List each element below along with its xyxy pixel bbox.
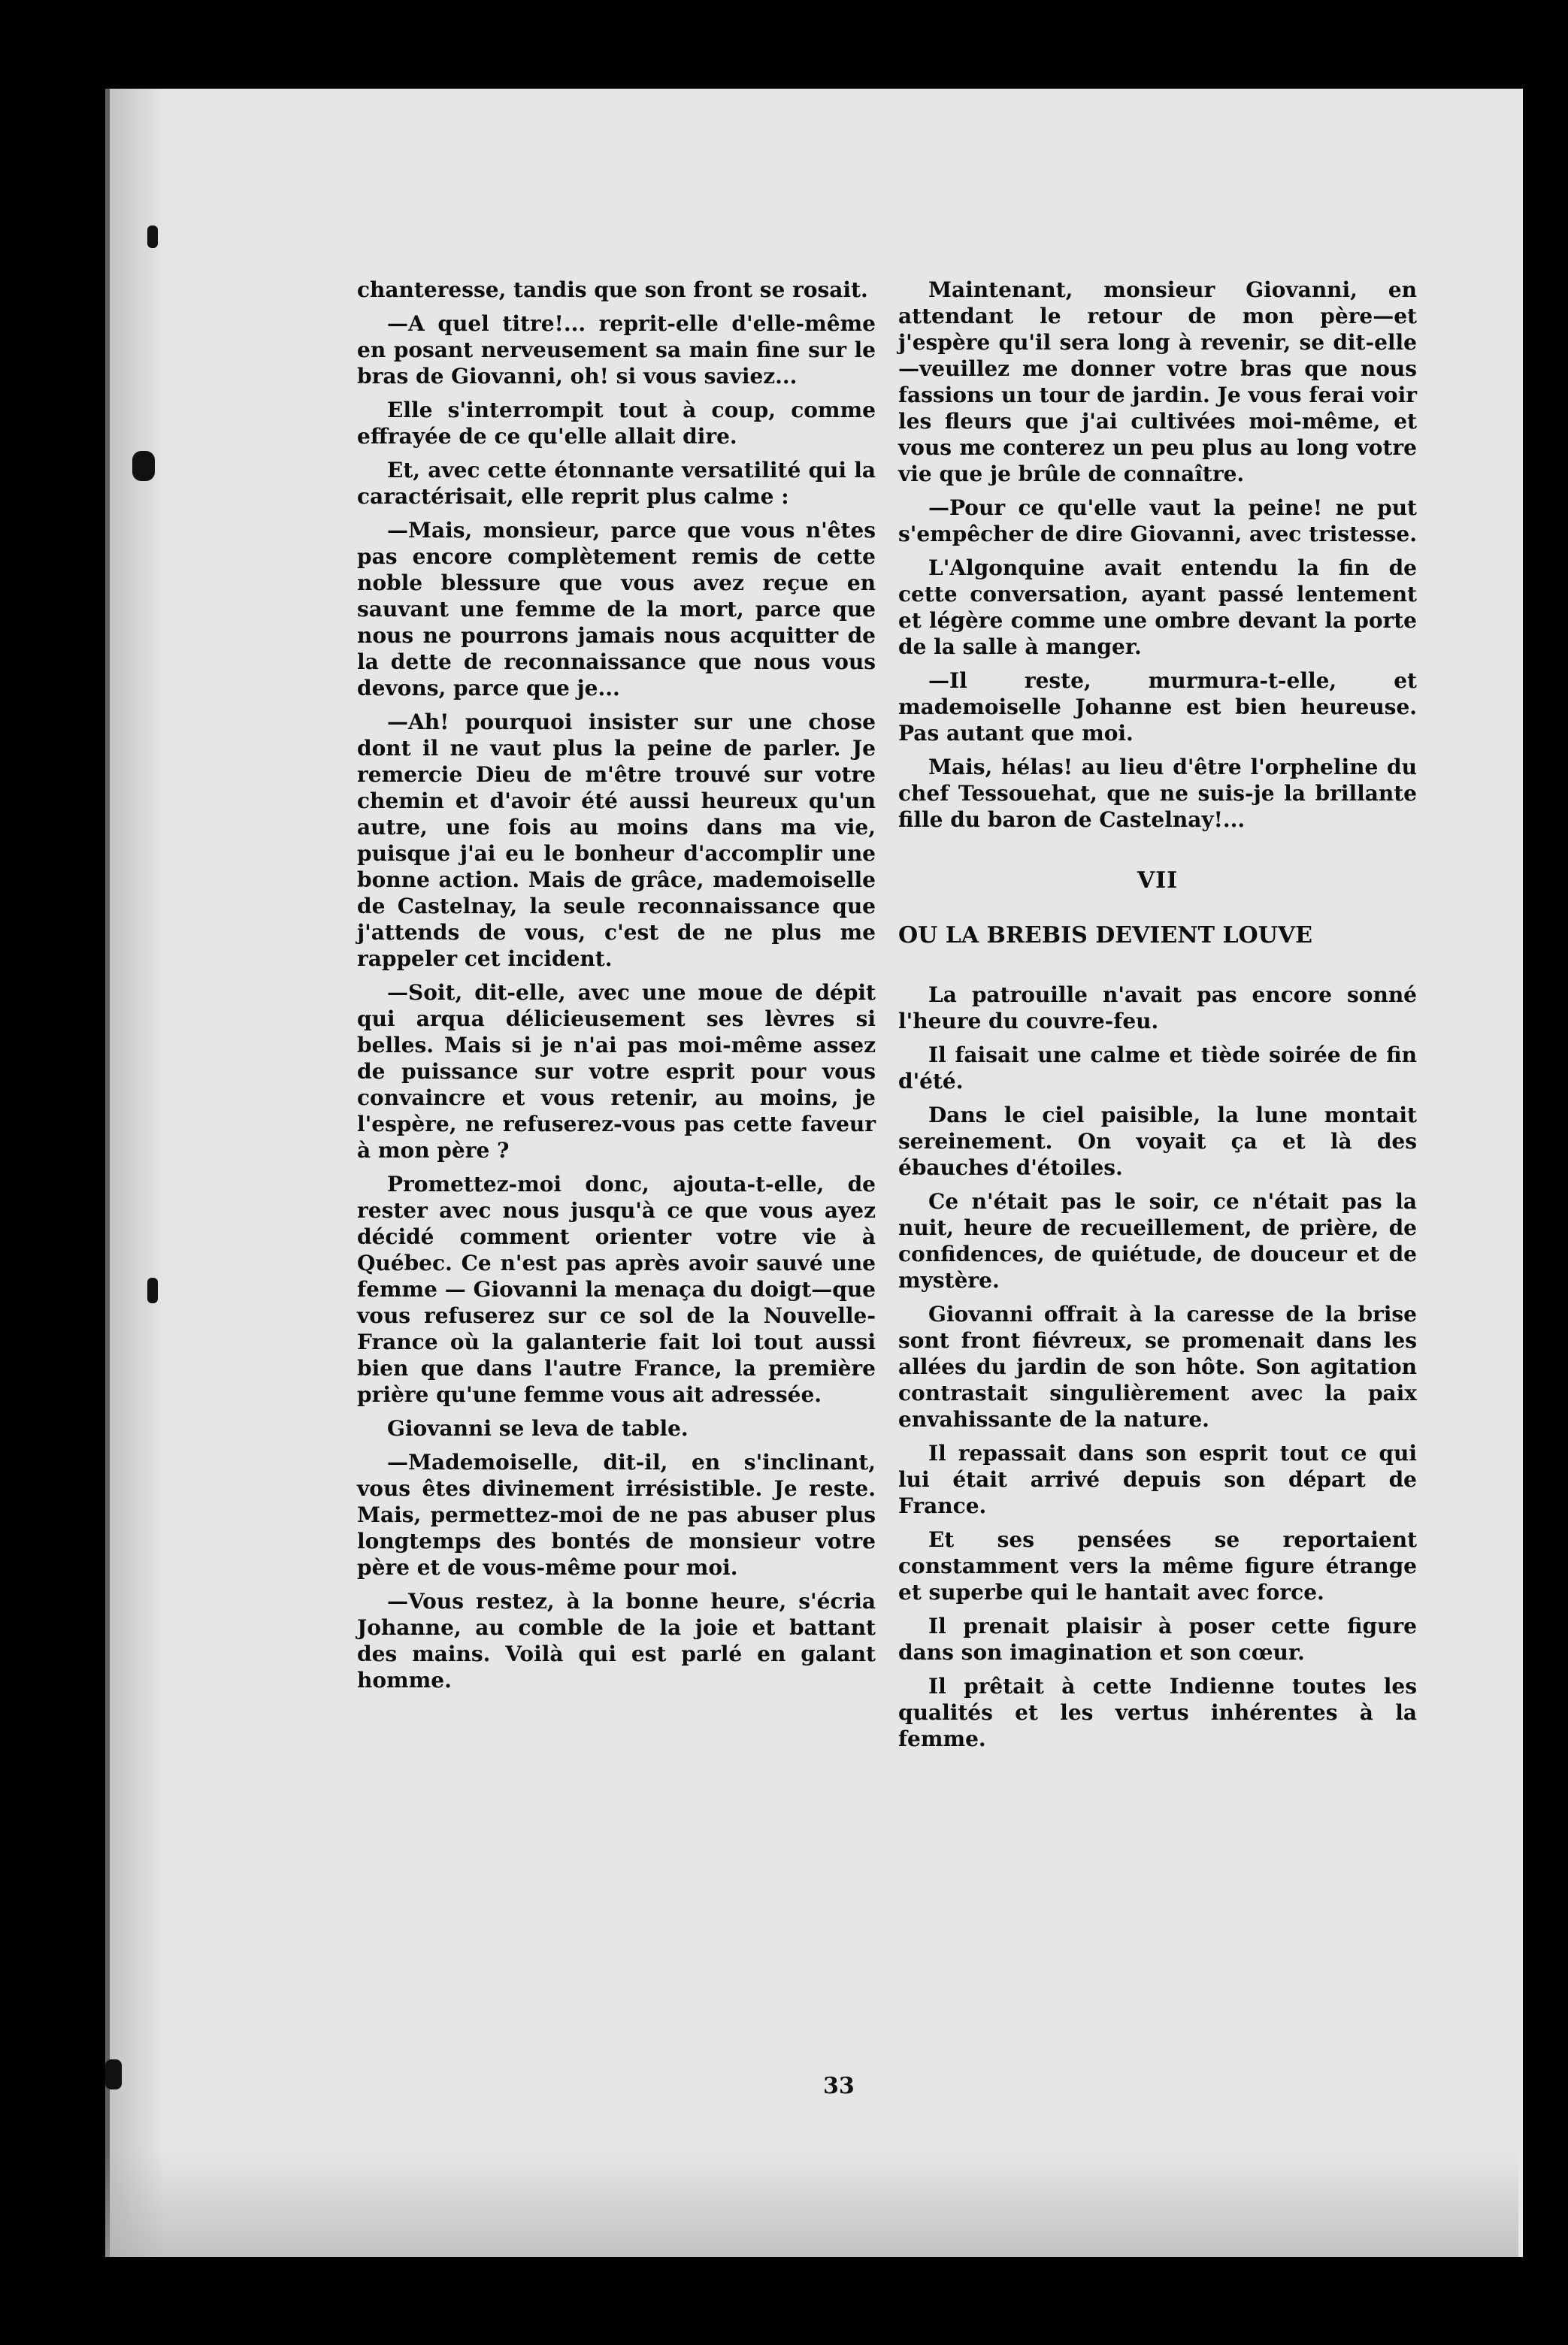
page-number: 33 (823, 2073, 855, 2099)
paragraph: chanteresse, tandis que son front se rosait. (357, 277, 868, 302)
paragraph: —Mais, monsieur, parce que vous n'êtes pas encore complètement remis de cette noble blessure que vous avez reçue en sauvant une femme de la mort, parce que nous ne pourrons jamais nous acquitter de la dette de reconnaissance que nous vous devons, parce que je... (357, 518, 876, 700)
paragraph: —A quel titre!... reprit-elle d'elle-même en posant nerveusement sa main fine sur le bras de Giovanni, oh! si vous saviez... (357, 311, 876, 389)
paragraph: —Mademoiselle, dit-il, en s'inclinant, vous êtes divinement irrésistible. Je reste. Mais, permettez-moi de ne pas abuser plus longtemps des bontés de monsieur votre père et de vous-même pour moi. (357, 1450, 876, 1580)
paragraph: —Pour ce qu'elle vaut la peine! ne put s'empêcher de dire Giovanni, avec tristesse. (898, 495, 1417, 546)
right-text-column (898, 277, 1417, 1760)
paragraph: Elle s'interrompit tout à coup, comme effrayée de ce qu'elle allait dire. (357, 398, 876, 449)
chapter-number: VII (1137, 867, 1179, 894)
page-bottom-shadow (105, 2150, 1518, 2257)
page-gutter-shadow (105, 89, 165, 2257)
paragraph: Il faisait une calme et tiède soirée de fin d'été. (898, 1042, 1417, 1094)
paragraph: Giovanni offrait à la caresse de la brise sont front fiévreux, se promenait dans les allées du jardin de son hôte. Son agitation contrastait singulièrement avec la paix envahissante de la nature. (898, 1302, 1417, 1432)
left-text-column (357, 277, 876, 1701)
chapter-title: OU LA BREBIS DEVIENT LOUVE (898, 922, 1312, 949)
spine-mark (132, 451, 155, 481)
paragraph: —Il reste, murmura-t-elle, et mademoiselle Johanne est bien heureuse. Pas autant que moi. (898, 668, 1417, 746)
paragraph: Mais, hélas! au lieu d'être l'orpheline du chef Tessouehat, que ne suis-je la brillante fille du baron de Castelnay!... (898, 755, 1417, 832)
paragraph: Giovanni se leva de table. (387, 1416, 689, 1441)
paragraph: Promettez-moi donc, ajouta-t-elle, de rester avec nous jusqu'à ce que vous ayez décidé comment orienter votre vie à Québec. Ce n'est pas après avoir sauvé une femme — Giovanni la menaça du doigt—que vous refuserez sur ce sol de la Nouvelle-France où la galanterie fait loi tout aussi bien que dans l'autre France, la première prière qu'une femme vous ait adressée. (357, 1172, 876, 1407)
paragraph: Et ses pensées se reportaient constamment vers la même figure étrange et superbe qui le hantait avec force. (898, 1527, 1417, 1605)
spine-mark (147, 1278, 158, 1303)
paragraph: Il prenait plaisir à poser cette figure dans son imagination et son cœur. (898, 1614, 1417, 1665)
paragraph: —Vous restez, à la bonne heure, s'écria Johanne, au comble de la joie et battant des mains. Voilà qui est parlé en galant homme. (357, 1589, 876, 1693)
paragraph: —Ah! pourquoi insister sur une chose dont il ne vaut plus la peine de parler. Je remercie Dieu de m'être trouvé sur votre chemin et d'avoir été aussi heureux qu'un autre, une fois au moins dans ma vie, puisque j'ai eu le bonheur d'accomplir une bonne action. Mais de grâce, mademoiselle de Castelnay, la seule reconnaissance que j'attends de vous, c'est de ne plus me rappeler cet incident. (357, 710, 876, 971)
spine-mark (147, 225, 158, 248)
paragraph: Il prêtait à cette Indienne toutes les qualités et les vertus inhérentes à la femme. (898, 1674, 1417, 1751)
paragraph: Et, avec cette étonnante versatilité qui la caractérisait, elle reprit plus calme : (357, 458, 876, 509)
paragraph: Ce n'était pas le soir, ce n'était pas la nuit, heure de recueillement, de prière, de confidences, de quiétude, de douceur et de mystère. (898, 1189, 1417, 1293)
paragraph: Maintenant, monsieur Giovanni, en attendant le retour de mon père—et j'espère qu'il sera long à revenir, se dit-elle—veuillez me donner votre bras que nous fassions un tour de jardin. Je vous ferai voir les fleurs que j'ai cultivées moi-même, et vous me conterez un peu plus au long votre vie que je brûle de connaître. (898, 277, 1417, 486)
paragraph: Il repassait dans son esprit tout ce qui lui était arrivé depuis son départ de France. (898, 1441, 1417, 1518)
paragraph: La patrouille n'avait pas encore sonné l'heure du couvre-feu. (898, 982, 1417, 1033)
paragraph: —Soit, dit-elle, avec une moue de dépit qui arqua délicieusement ses lèvres si belles. Mais si je n'ai pas moi-même assez de puissance sur votre esprit pour vous convaincre et vous retenir, au moins, je l'espère, ne refuserez-vous pas cette faveur à mon père ? (357, 980, 876, 1163)
paragraph: Dans le ciel paisible, la lune montait sereinement. On voyait ça et là des ébauches d'étoiles. (898, 1103, 1417, 1180)
paragraph: L'Algonquine avait entendu la fin de cette conversation, ayant passé lentement et légère comme une ombre devant la porte de la salle à manger. (898, 555, 1417, 659)
spine-mark (105, 2059, 122, 2089)
